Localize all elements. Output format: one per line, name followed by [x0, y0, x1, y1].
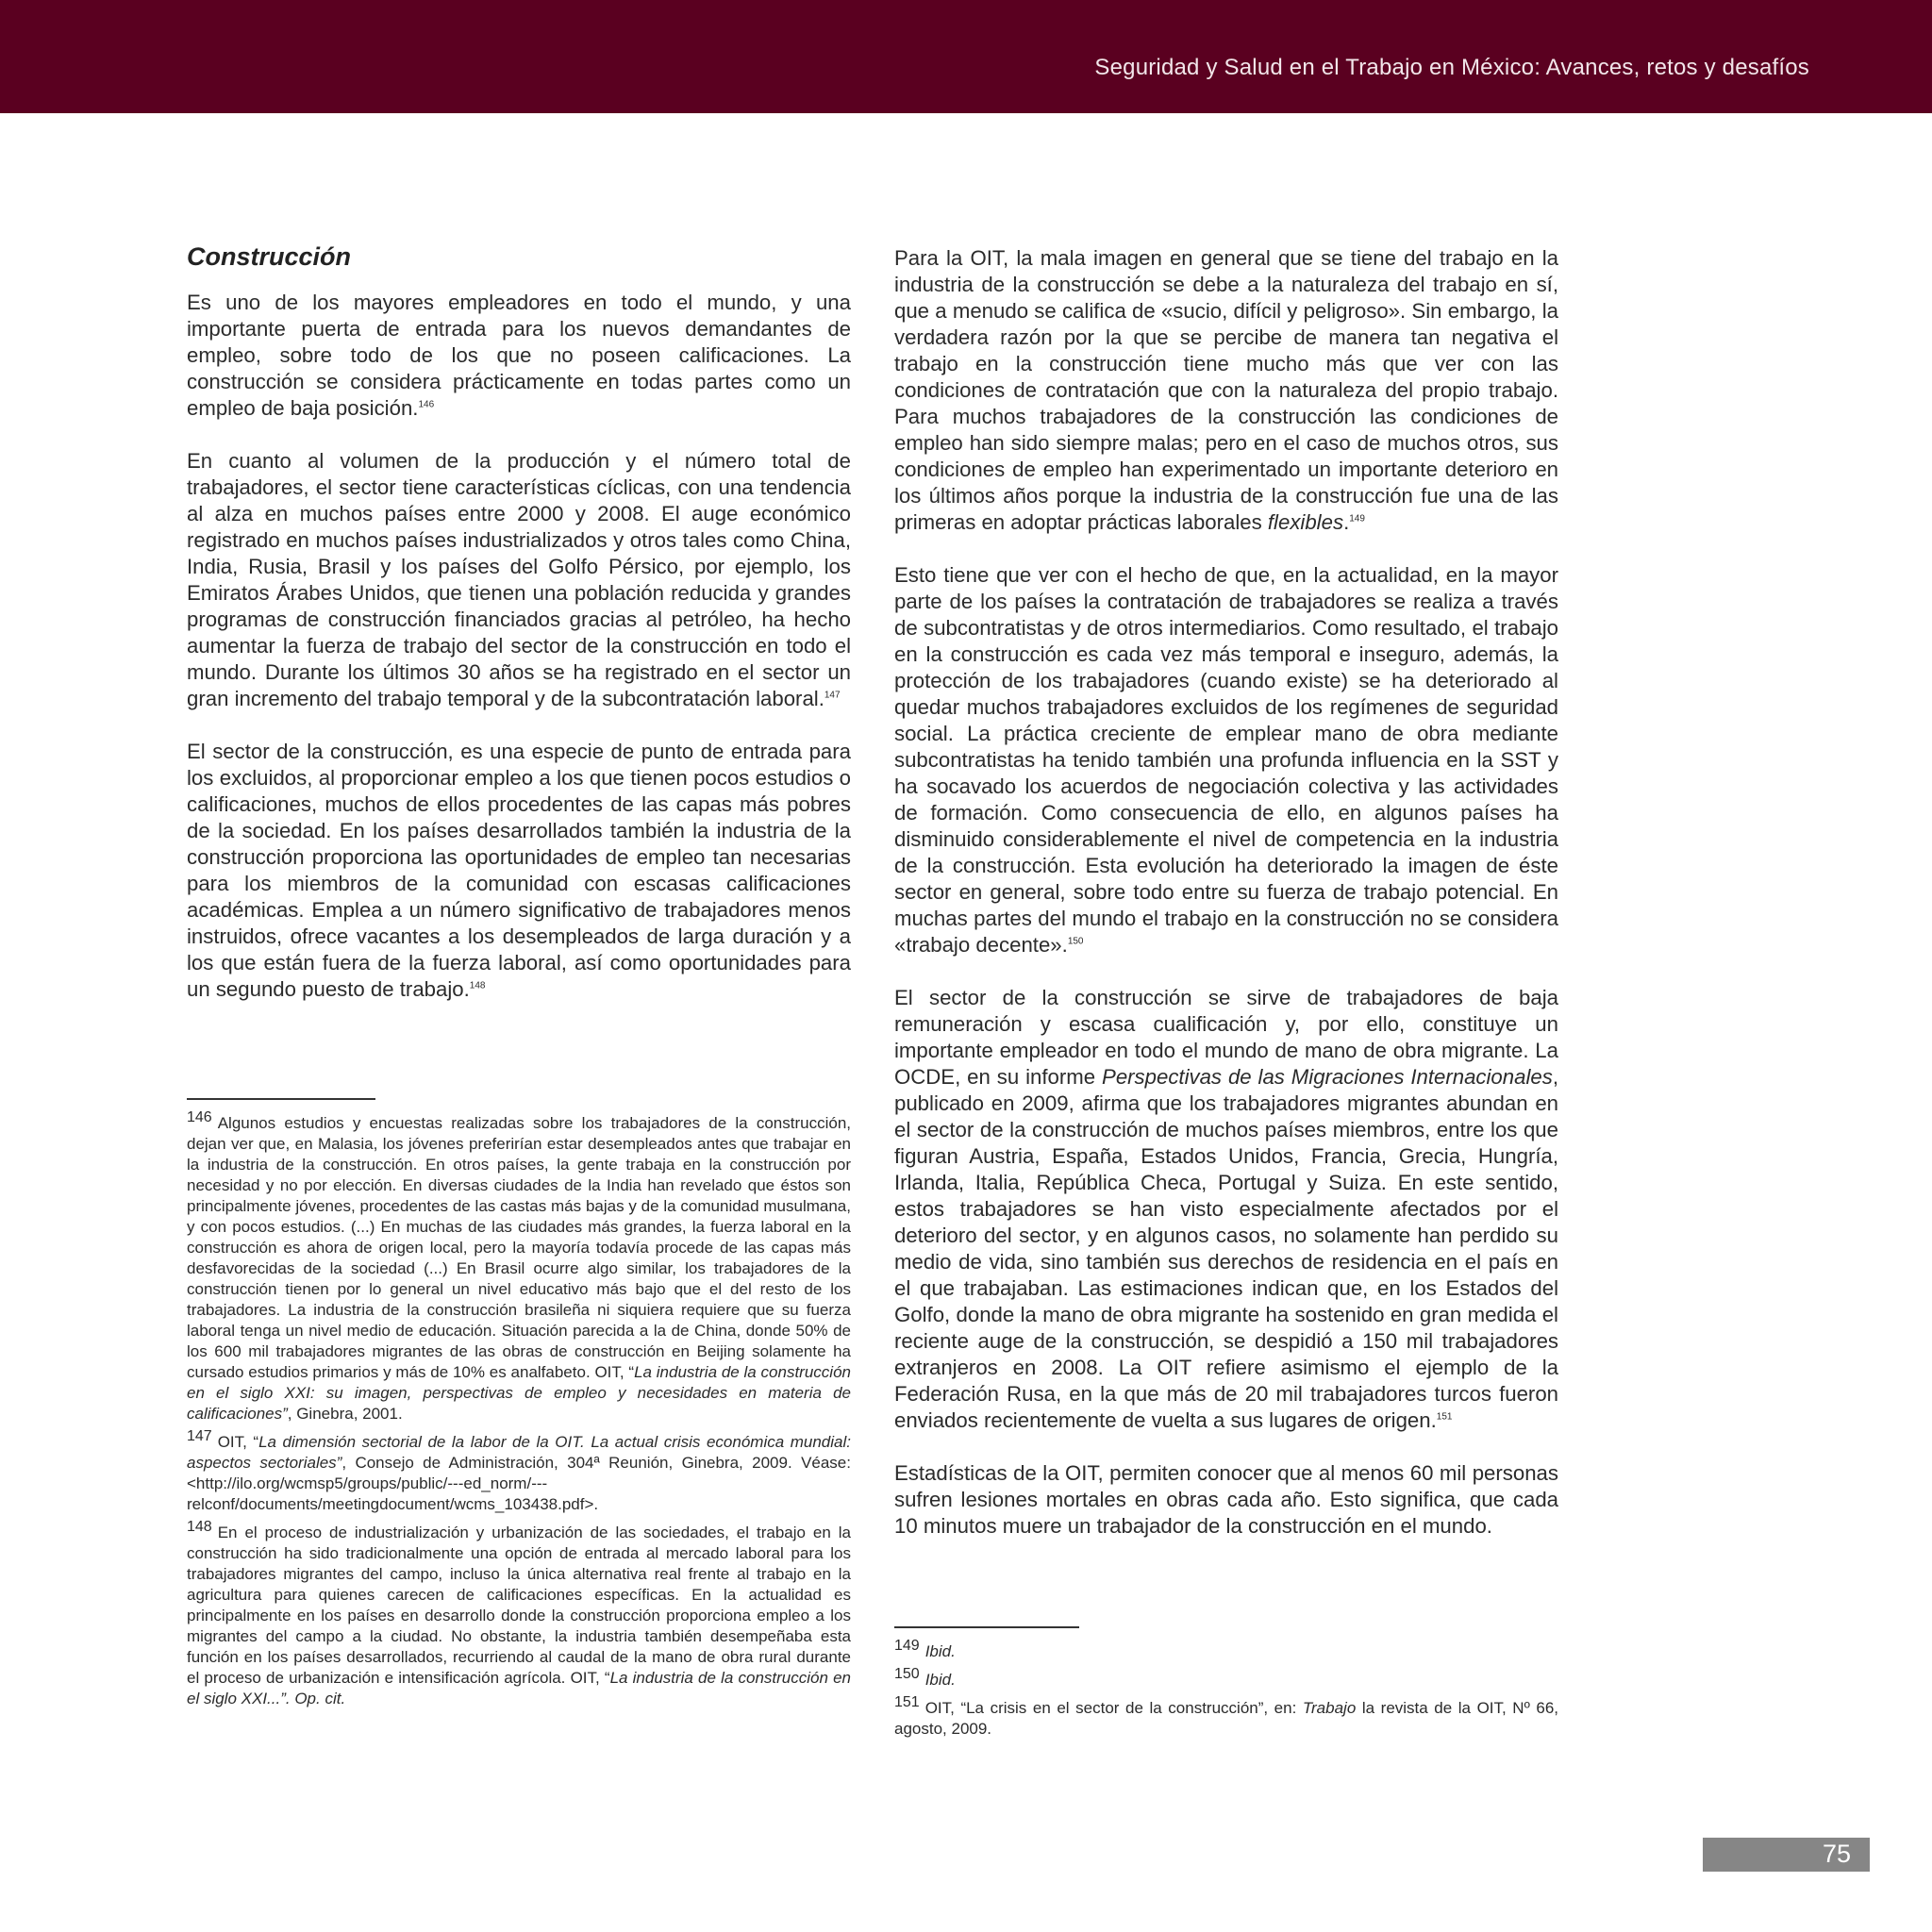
- header-band: [0, 0, 1932, 113]
- footnote-ref[interactable]: 146: [418, 399, 435, 410]
- footnotes-left: [187, 1098, 851, 1717]
- running-header-title: Seguridad y Salud en el Trabajo en México: Avances, retos y desafíos: [1094, 55, 1809, 80]
- paragraph: Es uno de los mayores empleadores en todo el mundo, y una importante puerta de entrada para los nuevos demandantes de empleo, sobre todo de los que no poseen calificaciones. La construcción se considera prácticamente en todas partes como un empleo de baja posición.$^{146}$: [187, 291, 851, 420]
- paragraph: Estadísticas de la OIT, permiten conocer que al menos 60 mil personas sufren lesiones mortales en obras cada año. Esto significa, que cada 10 minutos muere un trabajador de la construcción en el mundo.: [894, 1461, 1558, 1538]
- footnote-ref[interactable]: 147: [824, 690, 841, 701]
- footnote-ref[interactable]: 150: [1067, 936, 1084, 947]
- page-number-box: [1703, 1838, 1870, 1872]
- footnote-divider: [894, 1626, 1079, 1628]
- footnote-ref[interactable]: 148: [469, 980, 486, 991]
- left-column: [187, 241, 851, 1029]
- footnote-147: 147 OIT, “La dimensión sectorial de la labor de la OIT. La actual crisis económica mundial: aspectos sectoriales”, Consejo de Administración, 304ª Reunión, Ginebra, 2009. Véase: <http://ilo.org/wcmsp5/groups/public/---ed_norm/---relconf/documents/meetingdocument/wcms_103438.pdf>.: [187, 1428, 851, 1513]
- footnote-divider: [187, 1098, 375, 1100]
- page-number: 75: [1822, 1840, 1851, 1868]
- footnote-149: 149 Ibid.: [894, 1638, 956, 1660]
- paragraph: Esto tiene que ver con el hecho de que, en la actualidad, en la mayor parte de los países la contratación de trabajadores se realiza a través de subcontratistas y de otros intermediarios. Como resultado, el trabajo en la construcción es cada vez más temporal e inseguro, además, la protección de los trabajadores (cuando existe) se ha deteriorado al quedar muchos trabajadores excluidos de los regímenes de seguridad social. La práctica creciente de emplear mano de obra mediante subcontratistas ha tenido también una profunda influencia en la SST y ha socavado los acuerdos de negociación colectiva y las actividades de formación. Como consecuencia de ello, en algunos países ha disminuido considerablemente el nivel de competencia en la industria de la construcción. Esta evolución ha deteriorado la imagen de éste sector en general, sobre todo entre su fuerza de trabajo potencial. En muchas partes del mundo el trabajo en la construcción no se considera «trabajo decente».$^{150}$: [894, 563, 1558, 957]
- footnote-148: 148 En el proceso de industrialización y urbanización de las sociedades, el trabajo en la construcción ha sido tradicionalmente una opción de entrada al mercado laboral para los trabajadores migrantes del campo, incluso la única alternativa real frente al trabajo en la agricultura para quienes carecen de calificaciones específicas. En la actualidad es principalmente en los países en desarrollo donde la construcción proporciona empleo a los migrantes del campo a la ciudad. No obstante, la industria también desempeñaba esta función en los países desarrollados, recurriendo al caudal de la mano de obra rural durante el proceso de urbanización e intensificación agrícola. OIT, “La industria de la construcción en el siglo XXI...”. Op. cit.: [187, 1519, 852, 1707]
- paragraph: En cuanto al volumen de la producción y el número total de trabajadores, el sector tiene características cíclicas, con una tendencia al alza en muchos países entre 2000 y 2008. El auge económico registrado en muchos países industrializados y otros tales como China, India, Rusia, Brasil y los países del Golfo Pérsico, por ejemplo, los Emiratos Árabes Unidos, que tienen una población reducida y grandes programas de construcción financiados gracias al petróleo, ha hecho aumentar la fuerza de trabajo del sector de la construcción en todo el mundo. Durante los últimos 30 años se ha registrado en el sector un gran incremento del trabajo temporal y de la subcontratación laboral.$^{147}$: [187, 449, 851, 710]
- section-heading: Construcción: [187, 242, 352, 271]
- right-column: [894, 245, 1558, 1566]
- paragraph: El sector de la construcción se sirve de trabajadores de baja remuneración y escasa cualificación y, por ello, constituye un importante empleador en todo el mundo de mano de obra migrante. La OCDE, en su informe Perspectivas de las Migraciones Internacionales, publicado en 2009, afirma que los trabajadores migrantes abundan en el sector de la construcción de muchos países miembros, entre los que figuran Austria, España, Estados Unidos, Francia, Grecia, Hungría, Irlanda, Italia, República Checa, Portugal y Suiza. En este sentido, estos trabajadores se han visto especialmente afectados por el deterioro del sector, y en algunos casos, no solamente han perdido su medio de vida, sino también sus derechos de residencia en el país en el que trabajaban. Las estimaciones indican que, en los Estados del Golfo, donde la mano de obra migrante ha sostenido en gran medida el reciente auge de la construcción, se despidió a 150 mil trabajadores extranjeros en 2008. La OIT refiere asimismo el ejemplo de la Federación Rusa, en la que más de 20 mil trabajadores turcos fueron enviados recientemente de vuelta a sus lugares de origen.$^{151}$: [894, 986, 1558, 1432]
- footnote-146: 146 Algunos estudios y encuestas realizadas sobre los trabajadores de la construcción, dejan ver que, en Malasia, los jóvenes preferirían estar desempleados antes que trabajar en la industria de la construcción. En otros países, la gente trabaja en la construcción por necesidad y no por elección. En diversas ciudades de la India han revelado que éstos son principalmente jóvenes, procedentes de las castas más bajas y de la comunidad musulmana, y con pocos estudios. (...) En muchas de las ciudades más grandes, la fuerza laboral en la construcción es ahora de origen local, pero la mayoría todavía procede de las capas más desfavorecidas de la sociedad (...) En Brasil ocurre algo similar, los trabajadores de la construcción tienen por lo general un nivel educativo más bajo que el del resto de los trabajadores. La industria de la construcción brasileña ni siquiera requiere que su fuerza laboral tenga un nivel medio de educación. Situación parecida a la de China, donde 50% de los 600 mil trabajadores migrantes de las obras de construcción en Beijing solamente ha cursado estudios primarios y más de 10% es analfabeto. OIT, “La industria de la construcción en el siglo XXI: su imagen, perspectivas de empleo y necesidades en materia de calificaciones”, Ginebra, 2001.: [187, 1109, 851, 1423]
- footnote-150: 150 Ibid.: [894, 1666, 956, 1689]
- paragraph: Para la OIT, la mala imagen en general que se tiene del trabajo en la industria de la construcción se debe a la naturaleza del trabajo en sí, que a menudo se califica de «sucio, difícil y peligroso». Sin embargo, la verdadera razón por la que se percibe de manera tan negativa el trabajo en la construcción tiene mucho más que ver con las condiciones de contratación que con la naturaleza del propio trabajo. Para muchos trabajadores de la construcción las condiciones de empleo han sido siempre malas; pero en el caso de muchos otros, sus condiciones de empleo han experimentado un importante deterioro en los últimos años porque la industria de la construcción fue una de las primeras en adoptar prácticas laborales flexibles.$^{149}$: [894, 246, 1558, 534]
- paragraph: El sector de la construcción, es una especie de punto de entrada para los excluidos, al proporcionar empleo a los que tienen pocos estudios o calificaciones, muchos de ellos procedentes de las capas más pobres de la sociedad. En los países desarrollados también la industria de la construcción proporciona las oportunidades de empleo tan necesarias para los miembros de la comunidad con escasas calificaciones académicas. Emplea a un número significativo de trabajadores menos instruidos, ofrece vacantes a los desempleados de larga duración y a los que están fuera de la fuerza laboral, así como oportunidades para un segundo puesto de trabajo.$^{148}$: [187, 740, 851, 1001]
- footnote-151: 151 OIT, “La crisis en el sector de la construcción”, en: Trabajo la revista de la OIT, Nº 66, agosto, 2009.: [894, 1694, 1558, 1738]
- footnote-ref[interactable]: 149: [1349, 513, 1365, 525]
- footnotes-right: [894, 1626, 1558, 1747]
- footnote-ref[interactable]: 151: [1436, 1411, 1453, 1423]
